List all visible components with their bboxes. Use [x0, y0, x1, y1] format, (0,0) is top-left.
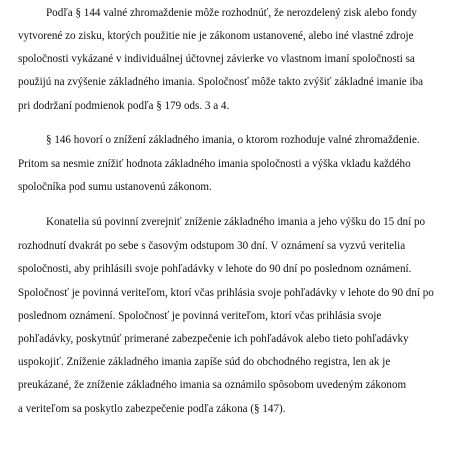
paragraph-line: spoločnosti vykázané v individuálnej účtovnej závierke vo vlastnom imaní spoločnosti sa [18, 53, 415, 65]
paragraph-line: pri dodržaní podmienok podľa § 179 ods. 3 a 4. [18, 100, 230, 112]
paragraph-line: vytvorené zo zisku, ktorých použitie nie je zákonom ustanovené, alebo iné vlastné zdroje [18, 30, 414, 42]
paragraph-line: použijú na zvýšenie základného imania. Spoločnosť môže takto zvýšiť základné imanie iba [18, 76, 424, 88]
paragraph-line: uspokojiť. Zníženie základného imania zapíše súd do obchodného registra, len ak je [18, 356, 391, 368]
paragraph-line: spoločníka pod sumu ustanovenú zákonom. [18, 181, 212, 193]
paragraph-line: Konatelia sú povinní zverejniť zníženie základného imania a jeho výšku do 15 dní po [46, 216, 426, 228]
paragraph-line: poslednom oznámení. Spoločnosť je povinná veriteľom, ktorí včas prihlásia svoje [18, 310, 382, 322]
paragraph-line: § 146 hovorí o znížení základného imania, o ktorom rozhoduje valné zhromaždenie. [46, 134, 420, 146]
paragraph-line: Pritom sa nesmie znížiť hodnota základného imania spoločnosti a výška vkladu každého [18, 158, 411, 170]
paragraph-line: pohľadávky, poskytnúť primerané zabezpečenie ich pohľadávok alebo tieto pohľadávky [18, 333, 409, 345]
paragraph-line: preukázané, že zníženie základného imania sa oznámilo spôsobom uvedeným zákonom [18, 379, 407, 391]
paragraph-line: Spoločnosť je povinná veriteľom, ktorí včas prihlásia svoje pohľadávky v lehote do 90 dní po [18, 287, 434, 299]
paragraph-line: rozhodnutí dvakrát po sebe s časovým odstupom 30 dní. V oznámení sa vyzvú veritelia [18, 240, 406, 252]
paragraph-line: Podľa § 144 valné zhromaždenie môže rozhodnúť, že nerozdelený zisk alebo fondy [46, 7, 417, 19]
paragraph-line: a veriteľom sa poskytlo zabezpečenie podľa zákona (§ 147). [18, 403, 286, 415]
paragraph-line: spoločnosti, aby prihlásili svoje pohľadávky v lehote do 90 dní po poslednom oznámení. [18, 263, 412, 275]
